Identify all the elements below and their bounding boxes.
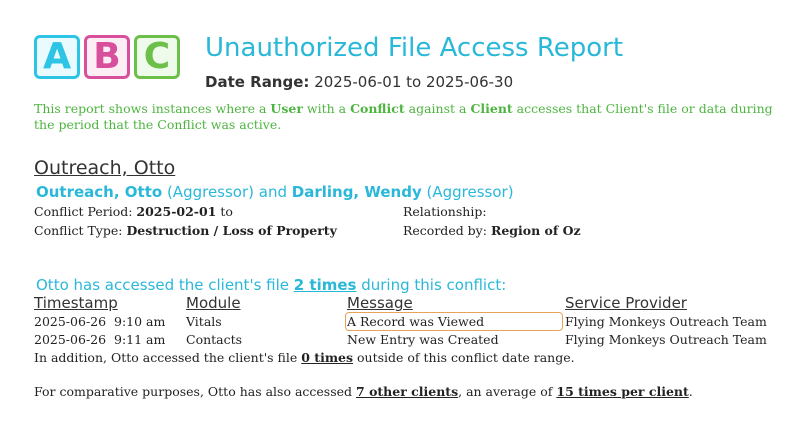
logo-block-a: A (34, 35, 80, 79)
logo-block-b: B (84, 35, 130, 79)
column-header-message: Message (347, 294, 413, 312)
row-provider: Flying Monkeys Outreach Team (565, 314, 767, 329)
comparative-note: For comparative purposes, Otto has also accessed 7 other clients, an average of 15 times per client. (34, 384, 693, 399)
row-message: A Record was Viewed (347, 314, 485, 329)
access-summary: Otto has accessed the client's file 2 times during this conflict: (36, 276, 507, 294)
recorded-by: Recorded by: Region of Oz (403, 223, 581, 238)
abc-logo (34, 35, 180, 79)
outside-count: 0 times (301, 350, 354, 365)
outside-range-note: In addition, Otto accessed the client's file 0 times outside of this conflict date range. (34, 350, 575, 365)
row-message: New Entry was Created (347, 332, 499, 347)
row-provider: Flying Monkeys Outreach Team (565, 332, 767, 347)
conflict-type: Conflict Type: Destruction / Loss of Property (34, 223, 337, 238)
row-timestamp: 2025-06-26 9:10 am (34, 314, 166, 329)
row-module: Vitals (186, 314, 222, 329)
column-header-module: Module (186, 294, 241, 312)
relationship: Relationship: (403, 204, 487, 219)
date-range (205, 73, 513, 91)
column-header-service-provider: Service Provider (565, 294, 687, 312)
conflict-parties: Outreach, Otto (Aggressor) and Darling, Wendy (Aggressor) (36, 183, 514, 201)
date-range-value: 2025-06-01 to 2025-06-30 (314, 73, 514, 91)
party1-name: Outreach, Otto (36, 183, 163, 201)
average-per-client: 15 times per client (556, 384, 689, 399)
report-title: Unauthorized File Access Report (205, 33, 624, 63)
conflict-period: Conflict Period: 2025-02-01 to (34, 204, 233, 219)
date-range-label: Date Range: (205, 73, 310, 91)
row-timestamp: 2025-06-26 9:11 am (34, 332, 166, 347)
logo-block-c: C (134, 35, 180, 79)
report-description: This report shows instances where a User with a Conflict against a Client accesses that Client's file or data during the period that the Conflict was active. (34, 101, 773, 132)
subject-name: Outreach, Otto (34, 157, 176, 179)
other-clients-count: 7 other clients (356, 384, 459, 399)
column-header-timestamp: Timestamp (34, 294, 118, 312)
row-module: Contacts (186, 332, 243, 347)
party2-name: Darling, Wendy (291, 183, 422, 201)
access-count: 2 times (293, 276, 357, 294)
